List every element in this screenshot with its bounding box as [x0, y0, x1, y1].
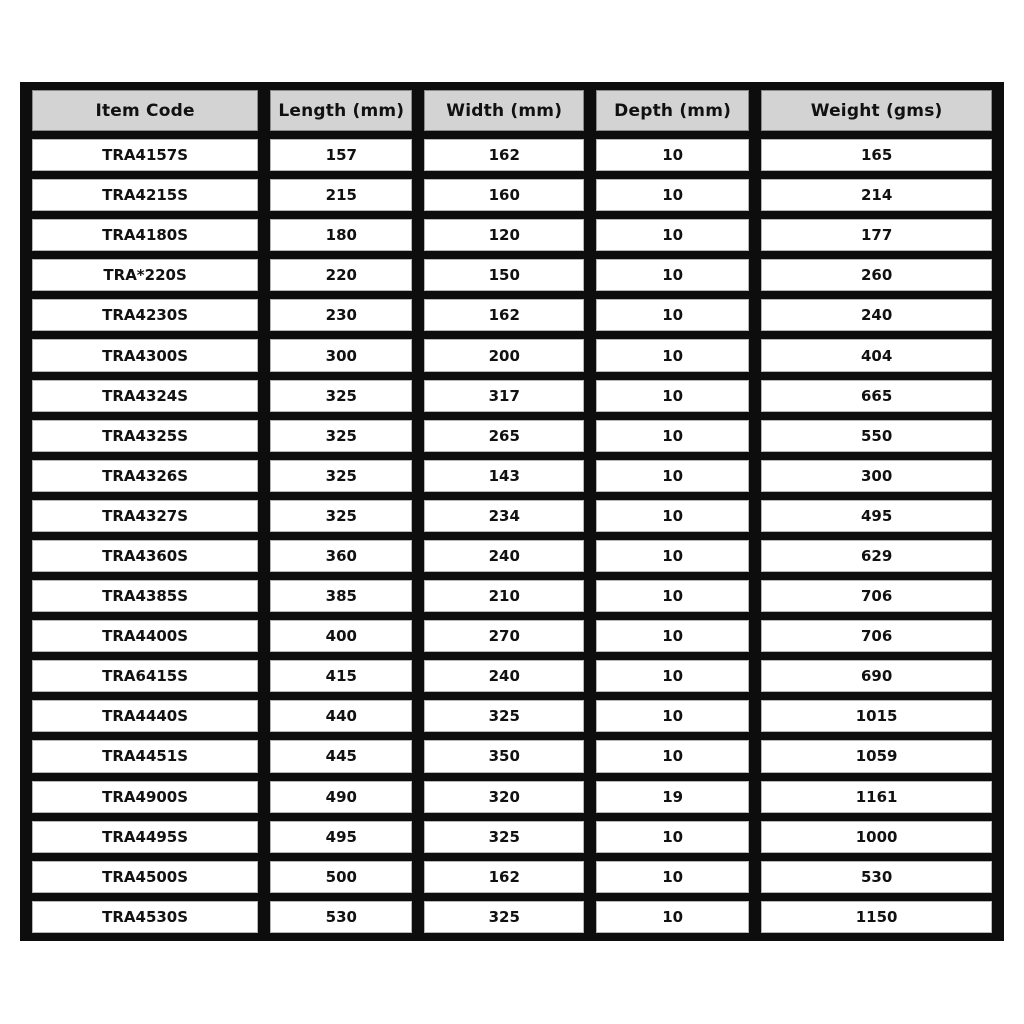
cell-item-code: TRA4500S [32, 861, 258, 893]
cell-weight-gms: 1015 [761, 700, 992, 732]
cell-weight-gms: 1000 [761, 821, 992, 853]
cell-length-mm: 415 [270, 660, 412, 692]
cell-width-mm: 265 [424, 420, 584, 452]
table-row [32, 219, 992, 251]
table-row [32, 540, 992, 572]
cell-depth-mm: 10 [596, 540, 749, 572]
table-row [32, 299, 992, 331]
cell-weight-gms: 1059 [761, 740, 992, 772]
table-row [32, 139, 992, 171]
cell-depth-mm: 10 [596, 420, 749, 452]
cell-item-code: TRA4180S [32, 219, 258, 251]
cell-length-mm: 385 [270, 580, 412, 612]
cell-item-code: TRA4327S [32, 500, 258, 532]
cell-weight-gms: 1150 [761, 901, 992, 933]
cell-item-code: TRA4530S [32, 901, 258, 933]
cell-depth-mm: 19 [596, 781, 749, 813]
cell-weight-gms: 706 [761, 620, 992, 652]
table-body [32, 139, 992, 933]
cell-width-mm: 162 [424, 299, 584, 331]
cell-length-mm: 325 [270, 500, 412, 532]
table-row [32, 700, 992, 732]
cell-depth-mm: 10 [596, 299, 749, 331]
cell-length-mm: 180 [270, 219, 412, 251]
cell-weight-gms: 690 [761, 660, 992, 692]
cell-width-mm: 234 [424, 500, 584, 532]
cell-length-mm: 400 [270, 620, 412, 652]
column-header-width-mm: Width (mm) [424, 90, 584, 131]
cell-depth-mm: 10 [596, 740, 749, 772]
cell-length-mm: 325 [270, 380, 412, 412]
table-row [32, 861, 992, 893]
cell-length-mm: 495 [270, 821, 412, 853]
cell-item-code: TRA4300S [32, 339, 258, 371]
cell-depth-mm: 10 [596, 339, 749, 371]
cell-length-mm: 360 [270, 540, 412, 572]
cell-depth-mm: 10 [596, 660, 749, 692]
cell-width-mm: 200 [424, 339, 584, 371]
cell-length-mm: 500 [270, 861, 412, 893]
cell-item-code: TRA4385S [32, 580, 258, 612]
cell-weight-gms: 629 [761, 540, 992, 572]
cell-width-mm: 350 [424, 740, 584, 772]
cell-item-code: TRA4215S [32, 179, 258, 211]
cell-weight-gms: 706 [761, 580, 992, 612]
cell-length-mm: 230 [270, 299, 412, 331]
cell-depth-mm: 10 [596, 259, 749, 291]
cell-weight-gms: 177 [761, 219, 992, 251]
cell-length-mm: 157 [270, 139, 412, 171]
cell-width-mm: 120 [424, 219, 584, 251]
cell-width-mm: 162 [424, 861, 584, 893]
cell-depth-mm: 10 [596, 380, 749, 412]
cell-item-code: TRA4157S [32, 139, 258, 171]
cell-width-mm: 325 [424, 821, 584, 853]
product-spec-table [20, 82, 1004, 941]
table-header [32, 90, 992, 131]
table-row [32, 339, 992, 371]
table-row [32, 740, 992, 772]
cell-weight-gms: 240 [761, 299, 992, 331]
cell-weight-gms: 404 [761, 339, 992, 371]
cell-length-mm: 325 [270, 460, 412, 492]
cell-depth-mm: 10 [596, 901, 749, 933]
cell-width-mm: 320 [424, 781, 584, 813]
column-header-length-mm: Length (mm) [270, 90, 412, 131]
cell-length-mm: 215 [270, 179, 412, 211]
cell-depth-mm: 10 [596, 700, 749, 732]
cell-depth-mm: 10 [596, 179, 749, 211]
table-row [32, 420, 992, 452]
cell-weight-gms: 550 [761, 420, 992, 452]
cell-weight-gms: 530 [761, 861, 992, 893]
cell-item-code: TRA4900S [32, 781, 258, 813]
column-header-item-code: Item Code [32, 90, 258, 131]
cell-item-code: TRA4324S [32, 380, 258, 412]
cell-weight-gms: 1161 [761, 781, 992, 813]
spec-table-frame [20, 82, 1004, 941]
cell-item-code: TRA4495S [32, 821, 258, 853]
cell-depth-mm: 10 [596, 821, 749, 853]
cell-length-mm: 530 [270, 901, 412, 933]
cell-depth-mm: 10 [596, 139, 749, 171]
table-row [32, 821, 992, 853]
cell-width-mm: 150 [424, 259, 584, 291]
header-row [32, 90, 992, 131]
table-row [32, 781, 992, 813]
cell-width-mm: 240 [424, 540, 584, 572]
cell-item-code: TRA4360S [32, 540, 258, 572]
cell-width-mm: 160 [424, 179, 584, 211]
cell-item-code: TRA4440S [32, 700, 258, 732]
table-row [32, 620, 992, 652]
cell-width-mm: 270 [424, 620, 584, 652]
cell-depth-mm: 10 [596, 620, 749, 652]
cell-width-mm: 317 [424, 380, 584, 412]
cell-length-mm: 325 [270, 420, 412, 452]
table-row [32, 259, 992, 291]
cell-depth-mm: 10 [596, 500, 749, 532]
table-row [32, 179, 992, 211]
cell-length-mm: 445 [270, 740, 412, 772]
cell-length-mm: 440 [270, 700, 412, 732]
table-row [32, 500, 992, 532]
cell-item-code: TRA4326S [32, 460, 258, 492]
cell-length-mm: 490 [270, 781, 412, 813]
cell-weight-gms: 165 [761, 139, 992, 171]
cell-length-mm: 300 [270, 339, 412, 371]
cell-depth-mm: 10 [596, 219, 749, 251]
cell-depth-mm: 10 [596, 580, 749, 612]
cell-item-code: TRA6415S [32, 660, 258, 692]
cell-weight-gms: 495 [761, 500, 992, 532]
table-row [32, 380, 992, 412]
cell-length-mm: 220 [270, 259, 412, 291]
cell-width-mm: 162 [424, 139, 584, 171]
table-row [32, 660, 992, 692]
column-header-depth-mm: Depth (mm) [596, 90, 749, 131]
cell-width-mm: 325 [424, 901, 584, 933]
cell-item-code: TRA4400S [32, 620, 258, 652]
table-row [32, 460, 992, 492]
cell-weight-gms: 214 [761, 179, 992, 211]
cell-width-mm: 143 [424, 460, 584, 492]
cell-item-code: TRA*220S [32, 259, 258, 291]
cell-width-mm: 240 [424, 660, 584, 692]
cell-width-mm: 210 [424, 580, 584, 612]
cell-depth-mm: 10 [596, 460, 749, 492]
cell-depth-mm: 10 [596, 861, 749, 893]
cell-width-mm: 325 [424, 700, 584, 732]
cell-item-code: TRA4325S [32, 420, 258, 452]
cell-item-code: TRA4230S [32, 299, 258, 331]
cell-weight-gms: 665 [761, 380, 992, 412]
cell-weight-gms: 300 [761, 460, 992, 492]
column-header-weight-gms: Weight (gms) [761, 90, 992, 131]
cell-item-code: TRA4451S [32, 740, 258, 772]
cell-weight-gms: 260 [761, 259, 992, 291]
table-row [32, 580, 992, 612]
table-row [32, 901, 992, 933]
